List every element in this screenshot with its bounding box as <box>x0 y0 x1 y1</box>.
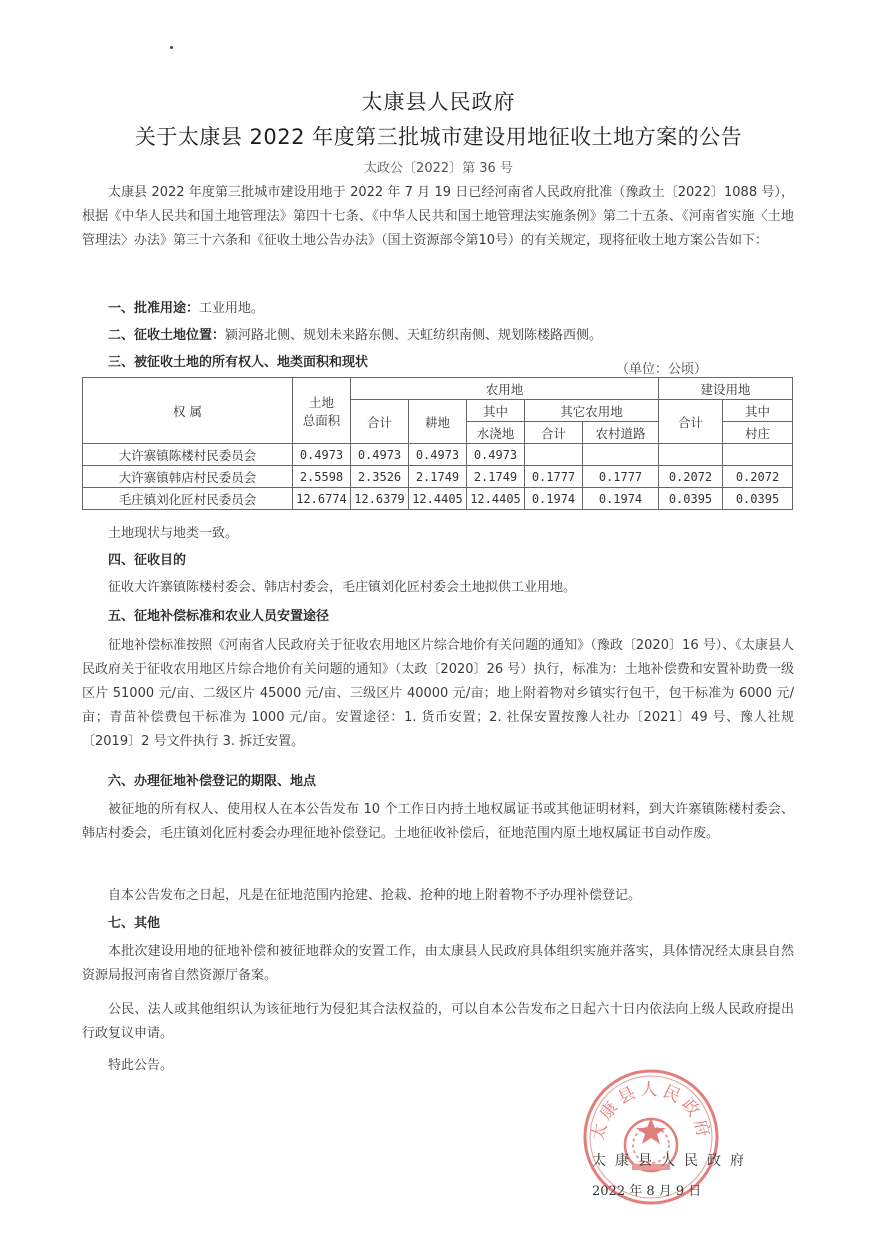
plough-cell: 0.4973 <box>409 444 467 466</box>
section-other-text: 本批次建设用地的征地补偿和被征地群众的安置工作，由太康县人民政府具体组织实施并落实，具体情况经太康县自然资源局报河南省自然资源厅备案。 <box>82 944 794 983</box>
build-sum-cell: 0.2072 <box>659 466 723 488</box>
header-total-line2: 总面积 <box>302 412 341 428</box>
closing-line: 特此公告。 <box>108 1058 174 1073</box>
farm-sum-cell: 12.6379 <box>351 488 409 510</box>
header-farmland: 农用地 <box>351 378 659 400</box>
rural-road-cell: 0.1974 <box>583 488 659 510</box>
header-rural-road: 农村道路 <box>583 422 659 444</box>
header-owner: 权 属 <box>83 378 293 444</box>
section-compensation-heading: 五、征地补偿标准和农业人员安置途径 <box>108 609 330 624</box>
header-build-among: 其中 <box>723 400 793 422</box>
header-farm-sum: 合计 <box>351 400 409 444</box>
header-irrigated: 水浇地 <box>467 422 525 444</box>
other-sum-cell <box>525 444 583 466</box>
total-cell: 0.4973 <box>293 444 351 466</box>
table-row <box>83 488 793 510</box>
section-appeal-text: 公民、法人或其他组织认为该征地行为侵犯其合法权益的，可以自本公告发布之日起六十日内依法向上级人民政府提出行政复议申请。 <box>82 1002 794 1041</box>
plough-cell: 12.4405 <box>409 488 467 510</box>
farm-sum-cell: 2.3526 <box>351 466 409 488</box>
section-text: 颍河路北侧、规划未来路东侧、天虹纺织南侧、规划陈楼路西侧。 <box>225 328 603 343</box>
farm-sum-cell: 0.4973 <box>351 444 409 466</box>
section-approved-use <box>82 297 794 321</box>
other-sum-cell: 0.1974 <box>525 488 583 510</box>
other-sum-cell: 0.1777 <box>525 466 583 488</box>
section-heading: 二、征收土地位置： <box>108 328 226 343</box>
notice-title: 关于太康县 2022 年度第三批城市建设用地征收土地方案的公告 <box>134 125 743 149</box>
section-purpose-heading: 四、征收目的 <box>108 553 187 568</box>
issuing-org: 太康县人民政府 <box>361 90 516 114</box>
header-plough: 耕地 <box>409 400 467 444</box>
village-cell <box>723 444 793 466</box>
village-cell: 0.0395 <box>723 488 793 510</box>
village-cell: 0.2072 <box>723 466 793 488</box>
header-total-line1: 土地 <box>308 394 334 410</box>
header-total-area <box>293 378 351 444</box>
document-number: 太政公〔2022〕第 36 号 <box>364 161 513 176</box>
irrigated-cell: 2.1749 <box>467 466 525 488</box>
header-other-sum: 合计 <box>525 422 583 444</box>
total-cell: 2.5598 <box>293 466 351 488</box>
header-build-sum: 合计 <box>659 400 723 444</box>
owner-cell: 大许寨镇韩店村民委员会 <box>83 466 293 488</box>
plough-cell: 2.1749 <box>409 466 467 488</box>
section-other-heading: 七、其他 <box>108 916 161 931</box>
land-status-note: 土地现状与地类一致。 <box>108 526 239 541</box>
section-registration-heading: 六、办理征地补偿登记的期限、地点 <box>108 774 317 789</box>
table-row <box>83 444 793 466</box>
rural-road-cell: 0.1777 <box>583 466 659 488</box>
section-heading: 一、批准用途： <box>108 301 200 316</box>
svg-text:太康县人民政府: 太康县人民政府 <box>588 1080 714 1143</box>
build-sum-cell: 0.0395 <box>659 488 723 510</box>
owner-cell: 毛庄镇刘化匠村民委员会 <box>83 488 293 510</box>
header-among: 其中 <box>467 400 525 422</box>
section-registration-note: 自本公告发布之日起，凡是在征地范围内抢建、抢栽、抢种的地上附着物不予办理补偿登记。 <box>108 888 642 903</box>
section-text: 工业用地。 <box>199 301 265 316</box>
scan-speck <box>170 46 173 49</box>
header-other-farm: 其它农用地 <box>525 400 659 422</box>
table-row <box>83 466 793 488</box>
section-compensation-text: 征地补偿标准按照《河南省人民政府关于征收农用地区片综合地价有关问题的通知》（豫政〔2020〕16 号）、《太康县人民政府关于征收农用地区片综合地价有关问题的通知》（太政〔2020〕26 号）执行，标准为：土地补偿费和安置补助费一级区片 51000 元/亩、二级区片 45000 元/亩、三级区片 40000 元/亩；地上附着物对乡镇实行包干，包干标准为 6000 元/亩；青苗补偿费包干标准为 1000 元/亩。安置途径：1. 货币安置；2. 社保安置按豫人社办〔2021〕49 号、豫人社规〔2019〕2 号文件执行 3. 拆迁安置。 <box>82 638 794 749</box>
header-construction: 建设用地 <box>659 378 793 400</box>
irrigated-cell: 0.4973 <box>467 444 525 466</box>
owner-cell: 大许寨镇陈楼村民委员会 <box>83 444 293 466</box>
section-purpose-text: 征收大许寨镇陈楼村委会、韩店村委会，毛庄镇刘化匠村委会土地拟供工业用地。 <box>108 580 577 595</box>
total-cell: 12.6774 <box>293 488 351 510</box>
intro-paragraph: 太康县 2022 年度第三批城市建设用地于 2022 年 7 月 19 日已经河南省人民政府批准（豫政土〔2022〕1088 号），根据《中华人民共和国土地管理法》第四十七条、《中华人民共和国土地管理法实施条例》第二十五条、《河南省实施〈土地管理法〉办法》第三十六条和《征收土地公告办法》（国土资源部令第10号）的有关规定，现将征收土地方案公告如下： <box>82 185 794 248</box>
section-heading: 三、被征收土地的所有权人、地类面积和现状 <box>108 355 369 370</box>
signature-org: 太康县人民政府 <box>592 1153 753 1169</box>
section-registration-text: 被征地的所有权人、使用权人在本公告发布 10 个工作日内持土地权属证书或其他证明材料，到大许寨镇陈楼村委会、韩店村委会，毛庄镇刘化匠村委会办理征地补偿登记。土地征收补偿后，征地范围内原土地权属证书自动作废。 <box>82 802 794 841</box>
land-table <box>82 377 793 510</box>
unit-label: （单位：公顷） <box>616 362 708 377</box>
rural-road-cell <box>583 444 659 466</box>
section-location <box>82 324 794 348</box>
irrigated-cell: 12.4405 <box>467 488 525 510</box>
signature-date: 2022 年 8 月 9 日 <box>592 1184 702 1199</box>
header-village: 村庄 <box>723 422 793 444</box>
build-sum-cell <box>659 444 723 466</box>
